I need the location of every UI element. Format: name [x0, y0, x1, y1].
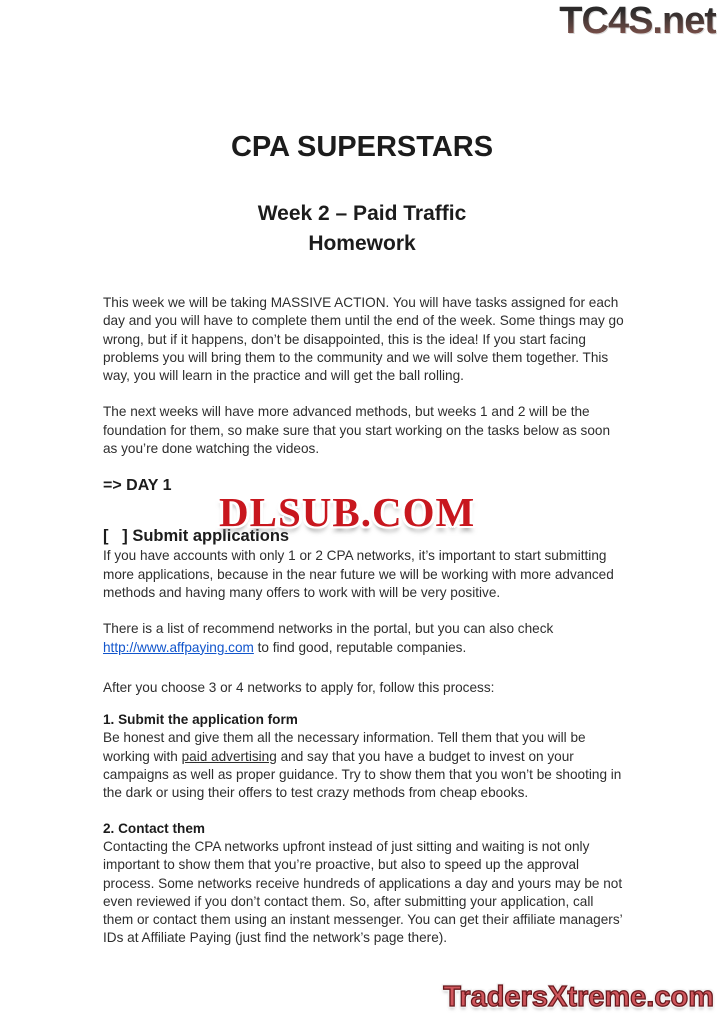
- paragraph-cpa-networks: If you have accounts with only 1 or 2 CPA networks, it’s important to start submitting more applications, because in the near future we will be working with more advanced methods and having many offers to work with will be very positive.: [103, 548, 614, 600]
- step-2-heading: 2. Contact them: [103, 820, 205, 836]
- paragraph-networks-list-after: to find good, reputable companies.: [253, 639, 467, 655]
- paragraph-step-1-after: and say that you have a budget to invest on your campaigns as well as proper guidance. Try to show them that you won’t be shooting in the dark or using their offers to test crazy methods from cheap ebooks.: [103, 748, 622, 801]
- subtitle-line-1: Week 2 – Paid Traffic: [257, 202, 467, 225]
- tc4s-logo: TC4S.net: [559, 0, 716, 42]
- submit-applications-heading: [ ] Submit applications: [103, 527, 290, 546]
- affpaying-link[interactable]: http://www.affpaying.com: [103, 639, 254, 655]
- paid-advertising-underlined: paid advertising: [181, 748, 277, 764]
- step-1-heading: 1. Submit the application form: [103, 712, 298, 728]
- page-subtitle: [0, 199, 724, 259]
- document-body: [103, 294, 624, 948]
- subtitle-line-2: Homework: [308, 232, 416, 255]
- paragraph-networks-list-before: There is a list of recommend networks in the portal, but you can also check: [103, 621, 554, 637]
- paragraph-choose-networks: After you choose 3 or 4 networks to apply for, follow this process:: [103, 679, 495, 695]
- dlsub-watermark: DLSUB.COM: [219, 489, 476, 535]
- paragraph-next-weeks: The next weeks will have more advanced methods, but weeks 1 and 2 will be the foundation for them, so make sure that you start working on the tasks below as soon as you’re done watching the videos.: [103, 404, 611, 457]
- paragraph-step-1: [103, 729, 624, 802]
- page-title: CPA SUPERSTARS: [230, 131, 494, 163]
- paragraph-step-1-before: Be honest and give them all the necessary information. Tell them that you will be working with: [103, 730, 586, 764]
- paragraph-intro: This week we will be taking MASSIVE ACTION. You will have tasks assigned for each day and you will have to complete them until the end of the week. Some things may go wrong, but if it happens, don’t be disappointed, this is the idea! If you start facing problems you will bring them to the community and we will solve them together. This way, you will learn in the practice and will get the ball rolling.: [103, 295, 624, 384]
- paragraph-step-2: Contacting the CPA networks upfront instead of just sitting and waiting is not only important to show them that you’re proactive, but also to speed up the approval process. Some networks receive hundreds of applications a day and yours may be not even reviewed if you don’t contact them. So, after submitting your application, call them or contact them using an instant messenger. You can get their affiliate managers’ IDs at Affiliate Paying (just find the network’s page there).: [103, 838, 623, 946]
- paragraph-networks-list: [103, 620, 624, 657]
- day-1-heading: => DAY 1: [103, 477, 172, 495]
- tradersxtreme-logo: TradersXtreme.com: [443, 981, 714, 1013]
